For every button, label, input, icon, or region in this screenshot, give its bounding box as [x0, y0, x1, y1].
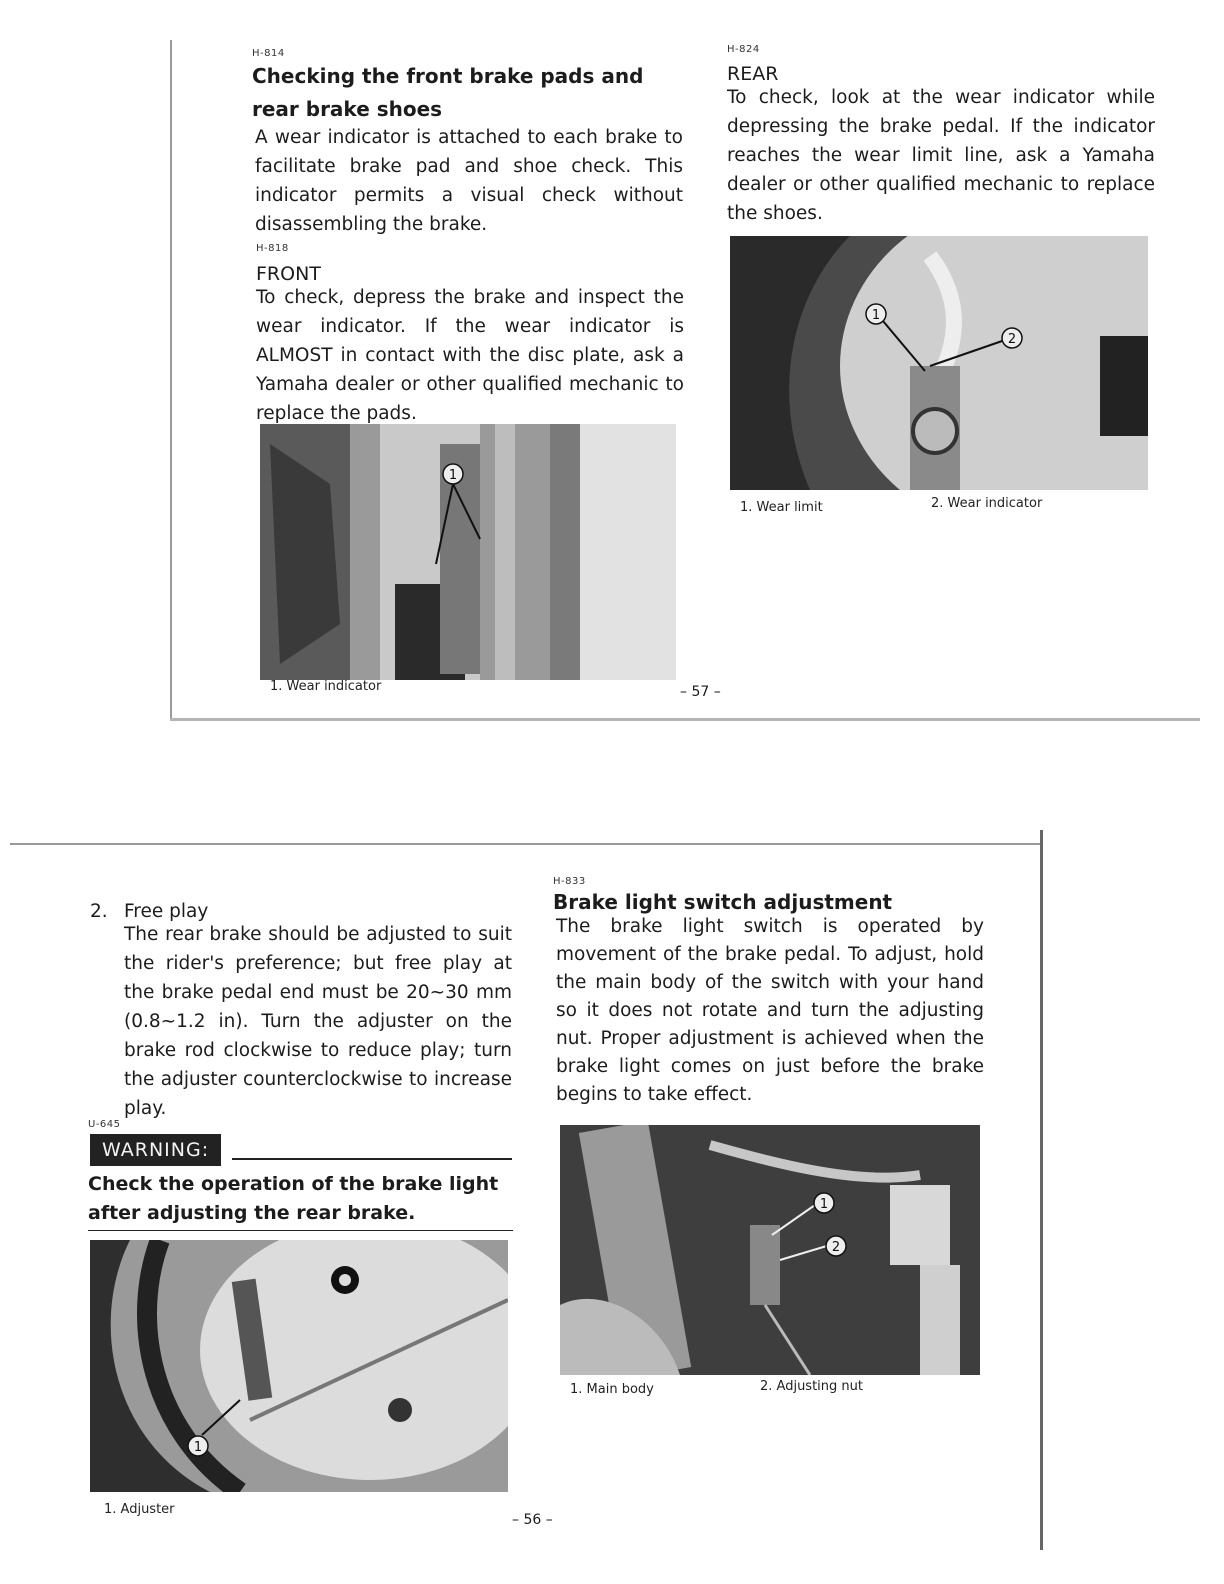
page-number-57: – 57 –	[680, 684, 721, 700]
rear-caption-wear-limit: 1. Wear limit	[740, 500, 823, 515]
rear-paragraph: To check, look at the wear indicator while depressing the brake pedal. If the indicator reaches the wear limit line, ask a Yamaha dealer or other qualified mechanic to replace the shoes.	[727, 87, 1155, 224]
rear-caption-wear-indicator: 2. Wear indicator	[931, 496, 1043, 511]
item-title-free-play: Free play	[124, 901, 209, 922]
switch-caption-main-body: 1. Main body	[570, 1382, 654, 1397]
front-brake-photo	[260, 424, 676, 680]
front-paragraph: To check, depress the brake and inspect the wear indicator. If the wear indicator is ALMOST in contact with the disc plate, ask a Yamaha dealer or other qualified mechanic to replace the pads.	[256, 287, 684, 424]
brake-switch-illustration	[560, 1125, 980, 1375]
rear-callout-1: 1	[871, 308, 881, 323]
section-heading-brake-light: Brake light switch adjustment	[553, 890, 893, 914]
front-callout-1: 1	[448, 468, 458, 483]
section-code-u645: U-645	[88, 1119, 121, 1130]
warning-text: Check the operation of the brake light after adjusting the rear brake.	[88, 1173, 499, 1224]
rear-title: REAR	[727, 63, 779, 85]
adjuster-caption: 1. Adjuster	[104, 1502, 175, 1517]
free-play-paragraph: The rear brake should be adjusted to suit the rider's preference; but free play at the brake pedal end must be 20~30 mm (0.8~1.2 in). Turn the adjuster on the brake rod clockwise to reduce play; turn the adjuster counterclockwise to increase play.	[124, 924, 512, 1119]
switch-callout-1: 1	[819, 1197, 829, 1212]
top-page-left-edge	[170, 40, 172, 720]
front-photo-caption: 1. Wear indicator	[270, 679, 382, 694]
front-title: FRONT	[256, 263, 321, 285]
warning-bottom-rule	[88, 1230, 513, 1231]
switch-caption-adjusting-nut: 2. Adjusting nut	[760, 1379, 863, 1394]
adjuster-callout-1: 1	[193, 1440, 203, 1455]
switch-callout-2: 2	[831, 1240, 841, 1255]
section-code-h818: H-818	[256, 243, 289, 254]
page-number-56: – 56 –	[512, 1512, 553, 1528]
bottom-page-top-edge	[10, 843, 1040, 845]
brake-light-paragraph: The brake light switch is operated by movement of the brake pedal. To adjust, hold the main body of the switch with your hand so it does not rotate and turn the adjusting nut. Proper adjustment is achieved when the brake light comes on just before the brake begins to take effect.	[556, 916, 984, 1105]
brake-switch-photo	[560, 1125, 980, 1375]
section-code-h824: H-824	[727, 44, 760, 55]
rear-callout-2: 2	[1007, 332, 1017, 347]
warning-rule	[232, 1158, 512, 1160]
front-brake-illustration	[260, 424, 676, 680]
top-page-bottom-edge	[170, 718, 1200, 721]
section-code-h833: H-833	[553, 876, 586, 887]
rear-brake-illustration	[730, 236, 1148, 490]
bottom-page-right-edge	[1040, 830, 1043, 1550]
warning-label: WARNING:	[90, 1134, 221, 1166]
rear-brake-photo	[730, 236, 1148, 490]
rear-adjuster-photo	[90, 1240, 508, 1492]
intro-paragraph: A wear indicator is attached to each brake to facilitate brake pad and shoe check. This indicator permits a visual check without disassembling the brake.	[255, 127, 683, 235]
item-number: 2.	[90, 901, 108, 922]
section-heading-brake-pads: Checking the front brake pads and rear brake shoes	[252, 64, 644, 121]
adjuster-illustration	[90, 1240, 508, 1492]
section-code-h814: H-814	[252, 48, 285, 59]
